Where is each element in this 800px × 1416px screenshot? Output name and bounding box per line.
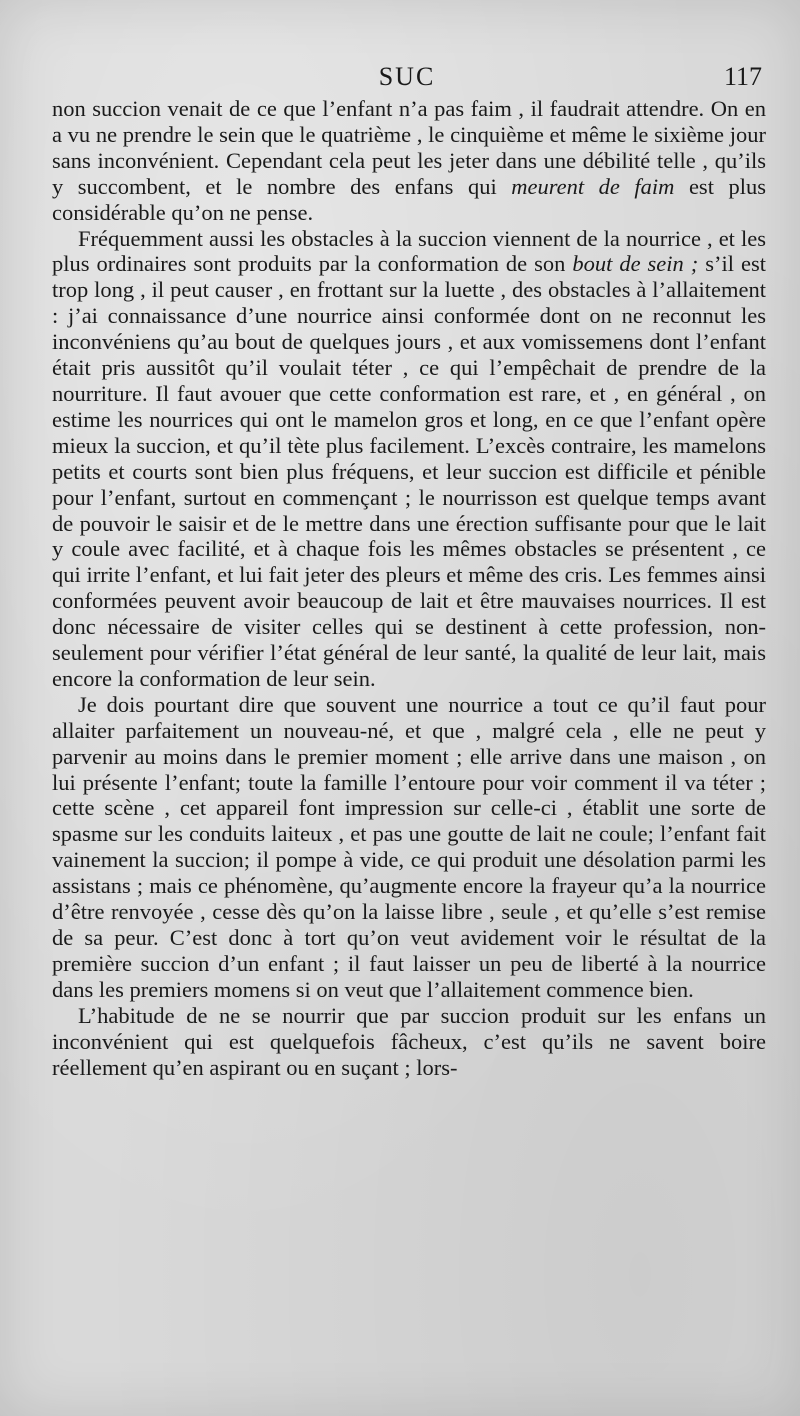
paragraph-2-text-c: s’il est trop long , il peut causer , en frottant sur la luette , des obstacles à l’allaitement : j’ai connaissance d’une nourrice ainsi conformée dont on ne reconnut les inconvéniens qu’au bout de quelques jours , et aux vomissemens dont l’enfant était pris aussitôt qu’il voulait téter , ce qui l’empêchait de prendre de la nourriture. Il faut avouer que cette conformation est rare, et , en général , on estime les nourrices qui ont le mamelon gros et long, en ce que l’enfant opère mieux la succion, et qu’il tète plus facilement. L’excès contraire, les mamelons petits et courts sont bien plus fréquens, et leur succion est difficile et pénible pour l’enfant, surtout en commençant ; le nourrisson est quelque temps avant de pouvoir le saisir et de le mettre dans une érection suffisante pour que le lait y coule avec facilité, et à chaque fois les mêmes obstacles se présentent , ce qui irrite l’enfant, et lui fait jeter des pleurs et même des cris. Les femmes ainsi conformées peuvent avoir beaucoup de lait et être mauvaises nourrices. Il est donc nécessaire de visiter celles qui se destinent à cette profession, non-seulement pour vérifier l’état général de leur santé, la qualité de leur lait, mais encore la conformation de leur sein. xyxy=(52,251,767,691)
paragraph-1-italic: meurent de faim xyxy=(511,173,675,199)
paragraph-2 xyxy=(52,226,766,692)
paragraph-4: L’habitude de ne se nourrir que par succion produit sur les enfans un inconvénient qui est quelquefois fâcheux, c’est qu’ils ne savent boire réellement qu’en aspirant ou en suçant ; lors- xyxy=(52,1002,766,1080)
paragraph-1 xyxy=(52,96,766,226)
paragraph-3: Je dois pourtant dire que souvent une nourrice a tout ce qu’il faut pour allaiter parfaitement un nouveau-né, et que , malgré cela , elle ne peut y parvenir au moins dans le premier moment ; elle arrive dans une maison , on lui présente l’enfant; toute la famille l’entoure pour voir comment il va téter ; cette scène , cet appareil font impression sur celle-ci , établit une sorte de spasme sur les conduits laiteux , et pas une goutte de lait ne coule; l’enfant fait vainement la succion; il pompe à vide, ce qui produit une désolation parmi les assistans ; mais ce phénomène, qu’augmente encore la frayeur qu’a la nourrice d’être renvoyée , cesse dès qu’on la laisse libre , seule , et qu’elle s’est remise de sa peur. C’est donc à tort qu’on veut avidement voir le résultat de la première succion d’un enfant ; il faut laisser un peu de liberté à la nourrice dans les premiers momens si on veut que l’allaitement commence bien. xyxy=(52,691,766,1002)
paragraph-1-text-a: non succion venait de ce que l’enfant n’a pas faim , il faudrait attendre. On en a vu ne prendre le sein que le quatrième , le cinquième et même le sixième jour sans inconvénient. Cependant cela peut les jeter dans une débilité telle , qu’ils y succombent, et le nombre des enfans qui xyxy=(52,96,766,199)
paragraph-1-text-c: est plus considérable qu’on ne pense. xyxy=(52,173,766,225)
paragraph-2-italic: bout de sein ; xyxy=(572,251,699,277)
page-header xyxy=(52,62,762,96)
paragraph-2-text-a: Fréquemment aussi les obstacles à la succion viennent de la nourrice , et les plus ordinaires sont produits par la conformation de son xyxy=(52,225,766,277)
running-head: SUC xyxy=(378,62,436,91)
page-number: 117 xyxy=(723,62,762,91)
body-text xyxy=(52,96,766,1080)
